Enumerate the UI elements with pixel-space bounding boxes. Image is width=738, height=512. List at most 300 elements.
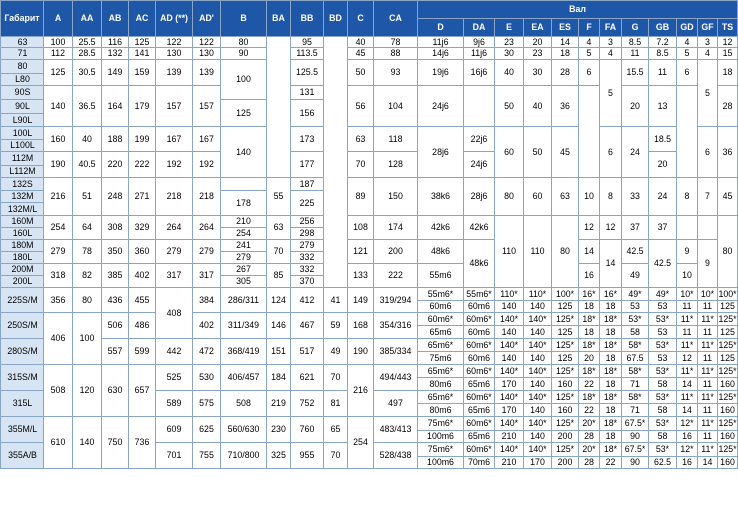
cell-g: 58* <box>622 365 649 378</box>
cell-ac: 402 <box>129 264 156 288</box>
header-ca: CA <box>374 1 418 37</box>
cell-frame: 225S/M <box>1 288 44 313</box>
cell-a: 610 <box>44 417 73 469</box>
cell-gf: 11 <box>698 431 718 443</box>
cell-frame: 315L <box>1 391 44 417</box>
cell-f: 18 <box>579 301 600 313</box>
cell-gf: 11* <box>698 443 718 457</box>
cell-gf: 10* <box>698 288 718 301</box>
cell-adp: 575 <box>193 391 221 417</box>
cell-ea: 140 <box>524 352 552 365</box>
cell-ca: 385/334 <box>374 339 418 365</box>
cell-gf: 11* <box>698 417 718 431</box>
cell-a: 112 <box>44 48 73 60</box>
cell-e: 210 <box>495 431 524 443</box>
cell-c: 40 <box>348 37 374 48</box>
cell-ts: 160 <box>718 431 738 443</box>
cell-ts: 125 <box>718 352 738 365</box>
cell-frame: 132M <box>1 191 44 203</box>
cell-e: 30 <box>495 48 524 60</box>
cell-bd: 65 <box>324 417 348 443</box>
cell-fa: 18 <box>600 326 622 339</box>
cell-ad: 701 <box>156 443 193 469</box>
cell-es: 125* <box>552 313 579 326</box>
cell-ba: 146 <box>267 313 291 339</box>
cell-ca: 88 <box>374 48 418 60</box>
cell-ac: 125 <box>129 37 156 48</box>
cell-e: 23 <box>495 37 524 48</box>
cell-es: 80 <box>552 216 579 288</box>
cell-da: 22j6 <box>464 127 495 152</box>
cell-ac: 455 <box>129 288 156 313</box>
cell-gb: 42.5 <box>649 240 677 288</box>
cell-f: 22 <box>579 378 600 391</box>
header-ad: AD (**) <box>156 1 193 37</box>
cell-d: 19j6 <box>418 60 464 86</box>
cell-adp: 530 <box>193 365 221 391</box>
cell-c: 56 <box>348 86 374 127</box>
cell-gb: 53 <box>649 352 677 365</box>
cell-es: 45 <box>552 127 579 178</box>
cell-ac: 271 <box>129 178 156 216</box>
cell-bb: 752 <box>291 391 324 417</box>
cell-ts: 125* <box>718 313 737 324</box>
cell-e: 140* <box>495 339 524 352</box>
cell-d: 65m6 <box>418 326 464 339</box>
cell-aa: 36.5 <box>73 86 102 127</box>
cell-ad: 192 <box>156 152 193 178</box>
cell-adp: 264 <box>193 216 221 240</box>
cell-da: 48k6 <box>464 240 495 288</box>
cell-a: 279 <box>44 240 73 264</box>
cell-ac: 179 <box>129 86 156 127</box>
cell-b: 210 <box>221 216 267 228</box>
cell-ts: 125 <box>718 326 738 339</box>
cell-ac: 657 <box>129 365 156 417</box>
cell-c: 70 <box>348 152 374 178</box>
cell-f: 4 <box>579 37 600 48</box>
cell-adp: 755 <box>193 443 221 469</box>
cell-bb: 760 <box>291 417 324 443</box>
cell-gb: 62.5 <box>649 457 677 469</box>
cell-f: 10 <box>579 178 600 216</box>
cell-e: 210 <box>495 457 524 469</box>
cell-bb: 412 <box>291 288 324 313</box>
cell-ac: 329 <box>129 216 156 240</box>
cell-g: 37 <box>622 216 649 240</box>
cell-bb: 125.5 <box>291 60 324 86</box>
cell-gf: 11 <box>698 404 718 417</box>
cell-g: 53* <box>622 313 649 326</box>
cell-frame: 250S/M <box>1 313 44 339</box>
cell-f: 6 <box>579 60 600 86</box>
cell-frame: 132S <box>1 178 44 191</box>
cell-bb: 156 <box>291 100 324 127</box>
cell-fa: 22 <box>600 457 622 469</box>
cell-da: 60m6* <box>464 391 495 404</box>
cell-ts: 125* <box>718 417 738 431</box>
cell-gf: 11* <box>698 391 718 404</box>
cell-ca: 104 <box>374 86 418 127</box>
cell-f: 5 <box>579 48 600 60</box>
cell-gd: 12* <box>677 417 698 431</box>
cell-e: 140* <box>495 313 524 326</box>
header-frame: Габарит <box>1 1 44 37</box>
cell-bb: 332 <box>291 252 324 264</box>
cell-d: 48k6 <box>418 240 464 264</box>
cell-b: 311/349 <box>221 313 267 339</box>
cell-e: 140* <box>495 443 524 457</box>
cell-aa: 40.5 <box>73 152 102 178</box>
cell-aa: 78 <box>73 240 102 264</box>
cell-e: 140 <box>495 301 524 313</box>
cell-gd <box>677 86 698 178</box>
cell-c: 121 <box>348 240 374 264</box>
cell-frame: 160M <box>1 216 44 228</box>
cell-fa: 3 <box>600 37 622 48</box>
header-gd: GD <box>677 19 698 37</box>
header-es: ES <box>552 19 579 37</box>
cell-fa: 5 <box>600 60 622 127</box>
cell-e: 80 <box>495 178 524 216</box>
cell-gb: 7.2 <box>649 37 677 48</box>
cell-es: 125* <box>552 339 579 352</box>
cell-ca: 78 <box>374 37 418 48</box>
cell-da: 42k6 <box>464 216 495 240</box>
cell-da: 24j6 <box>464 152 495 178</box>
cell-da: 60m6* <box>464 417 495 431</box>
cell-gb: 8.5 <box>649 48 677 60</box>
cell-g: 15.5 <box>622 60 649 86</box>
cell-ea: 140 <box>524 431 552 443</box>
cell-c: 190 <box>348 339 374 365</box>
cell-a: 406 <box>44 313 73 365</box>
cell-ab: 506 <box>102 313 129 339</box>
cell-f: 28 <box>579 457 600 469</box>
cell-c: 108 <box>348 216 374 240</box>
cell-fa: 12 <box>600 216 622 240</box>
cell-a: 140 <box>44 86 73 127</box>
cell-es: 125* <box>552 417 579 431</box>
cell-adp: 472 <box>193 339 221 365</box>
table-row <box>1 37 738 48</box>
cell-c: 168 <box>348 313 374 339</box>
header-da: DA <box>464 19 495 37</box>
cell-ea: 20 <box>524 37 552 48</box>
cell-gb: 18.5 <box>649 127 677 152</box>
cell-es: 63 <box>552 178 579 216</box>
cell-frame: 160L <box>1 228 44 240</box>
cell-b: 254 <box>221 228 267 240</box>
cell-b: 279 <box>221 252 267 264</box>
cell-ts: 125* <box>718 365 737 376</box>
cell-g: 58* <box>622 339 649 352</box>
cell-b: 406/457 <box>221 365 267 391</box>
cell-gd: 6 <box>677 60 698 86</box>
cell-da: 60m6 <box>464 301 495 313</box>
cell-gf: 11* <box>698 313 718 326</box>
cell-frame: 180M <box>1 240 44 252</box>
cell-gb: 20 <box>649 152 677 178</box>
cell-ts: 15 <box>718 48 738 60</box>
cell-da: 28j6 <box>464 178 495 216</box>
cell-ad: 139 <box>156 60 193 86</box>
cell-a: 100 <box>44 37 73 48</box>
cell-c: 149 <box>348 288 374 313</box>
table-row <box>1 48 738 60</box>
cell-f: 18* <box>579 365 600 378</box>
cell-gf: 11 <box>698 352 718 365</box>
cell-da: 16j6 <box>464 60 495 86</box>
cell-frame: 355A/B <box>1 443 44 469</box>
cell-g: 8.5 <box>622 37 649 48</box>
table-row <box>1 365 738 378</box>
header-ba: BA <box>267 1 291 37</box>
cell-d: 11j6 <box>418 37 464 48</box>
cell-d: 14j6 <box>418 48 464 60</box>
cell-gd: 11 <box>677 326 698 339</box>
cell-ba: 85 <box>267 264 291 288</box>
cell-ba: 124 <box>267 288 291 313</box>
cell-c: 133 <box>348 264 374 288</box>
cell-aa: 140 <box>73 417 102 469</box>
cell-ea: 60 <box>524 178 552 216</box>
cell-aa: 25.5 <box>73 37 102 48</box>
cell-g: 49* <box>622 288 649 301</box>
header-gf: GF <box>698 19 718 37</box>
cell-d: 80m6 <box>418 378 464 391</box>
cell-ca: 528/438 <box>374 443 418 469</box>
cell-ca: 128 <box>374 152 418 178</box>
cell-adp: 625 <box>193 417 221 443</box>
header-gb: GB <box>649 19 677 37</box>
cell-ca: 118 <box>374 127 418 152</box>
cell-a: 508 <box>44 365 73 417</box>
cell-e: 110 <box>495 216 524 288</box>
header-bd: BD <box>324 1 348 37</box>
cell-fa: 14 <box>600 240 622 288</box>
cell-gf: 4 <box>698 48 718 60</box>
cell-d: 75m6* <box>418 417 464 431</box>
cell-ts: 160 <box>718 457 738 469</box>
cell-g: 67.5 <box>622 352 649 365</box>
cell-ac: 360 <box>129 240 156 264</box>
cell-e: 50 <box>495 86 524 127</box>
cell-da: 65m6 <box>464 431 495 443</box>
cell-ad: 589 <box>156 391 193 417</box>
cell-a: 160 <box>44 127 73 152</box>
cell-gd: 4 <box>677 37 698 48</box>
cell-aa: 100 <box>73 313 102 365</box>
cell-g: 20 <box>622 86 649 127</box>
cell-frame: L90L <box>1 114 44 127</box>
cell-ab: 248 <box>102 178 129 216</box>
cell-d: 24j6 <box>418 86 464 127</box>
cell-bd: 70 <box>324 365 348 391</box>
cell-bb: 279 <box>291 240 324 252</box>
cell-gb: 58 <box>649 404 677 417</box>
cell-gd: 14 <box>677 378 698 391</box>
cell-f: 16* <box>579 288 600 301</box>
cell-ad: 408 <box>156 288 193 339</box>
cell-frame: 132M/L <box>1 203 44 216</box>
cell-es: 125 <box>552 326 579 339</box>
table-row <box>1 313 738 326</box>
cell-f: 18* <box>579 339 600 352</box>
cell-bb: 955 <box>291 443 324 469</box>
cell-da: 65m6 <box>464 404 495 417</box>
cell-gb: 53* <box>649 313 677 326</box>
table-row <box>1 127 738 140</box>
cell-b: 140 <box>221 127 267 178</box>
cell-ts: 125 <box>718 301 738 313</box>
cell-bb: 177 <box>291 152 324 178</box>
cell-bb: 256 <box>291 216 324 228</box>
cell-adp: 130 <box>193 48 221 60</box>
cell-frame: 200L <box>1 276 44 288</box>
cell-d: 100m6 <box>418 431 464 443</box>
cell-es: 125 <box>552 352 579 365</box>
cell-b: 90 <box>221 48 267 60</box>
cell-ab: 385 <box>102 264 129 288</box>
cell-c: 45 <box>348 48 374 60</box>
cell-a: 318 <box>44 264 73 288</box>
cell-gb: 53* <box>649 339 677 352</box>
cell-es: 125* <box>552 391 579 404</box>
cell-e: 140* <box>495 365 524 378</box>
table-row <box>1 178 738 191</box>
cell-d: 80m6 <box>418 404 464 417</box>
cell-gd: 11 <box>677 301 698 313</box>
cell-ea: 110* <box>524 288 552 301</box>
cell-g: 53 <box>622 301 649 313</box>
cell-bd: 59 <box>324 313 348 339</box>
cell-b: 286/311 <box>221 288 267 313</box>
cell-e: 170 <box>495 404 524 417</box>
cell-gf: 11 <box>698 326 718 339</box>
cell-b: 560/630 <box>221 417 267 443</box>
cell-frame: 200M <box>1 264 44 276</box>
cell-gd: 5 <box>677 48 698 60</box>
cell-frame: L112M <box>1 166 44 178</box>
cell-ts: 125* <box>718 339 737 350</box>
cell-adp: 218 <box>193 178 221 216</box>
cell-ea: 140 <box>524 404 552 417</box>
cell-gf: 11* <box>698 339 718 352</box>
cell-fa: 16* <box>600 288 622 301</box>
cell-ac: 159 <box>129 60 156 86</box>
cell-ts: 28 <box>718 86 738 127</box>
cell-fa: 6 <box>600 127 622 178</box>
cell-ca: 222 <box>374 264 418 288</box>
cell-frame: 112M <box>1 152 44 166</box>
cell-ca: 497 <box>374 391 418 417</box>
cell-da: 60m6* <box>464 313 495 326</box>
cell-ab: 308 <box>102 216 129 240</box>
table-row <box>1 288 738 301</box>
cell-c: 89 <box>348 178 374 216</box>
cell-bd <box>324 37 348 288</box>
cell-es: 160 <box>552 404 579 417</box>
cell-f: 16 <box>579 264 600 288</box>
cell-gf: 11* <box>698 365 718 378</box>
cell-ea: 140 <box>524 301 552 313</box>
cell-aa: 64 <box>73 216 102 240</box>
cell-ad: 525 <box>156 365 193 391</box>
cell-aa: 120 <box>73 365 102 417</box>
cell-gd: 10* <box>677 288 698 301</box>
cell-d: 28j6 <box>418 127 464 178</box>
cell-gd: 11* <box>677 313 698 326</box>
cell-aa: 40 <box>73 127 102 152</box>
cell-da: 60m6 <box>464 352 495 365</box>
cell-frame: L80 <box>1 74 44 86</box>
cell-b: 125 <box>221 100 267 127</box>
cell-ea: 170 <box>524 457 552 469</box>
cell-ad: 130 <box>156 48 193 60</box>
cell-f: 20* <box>579 417 600 431</box>
cell-adp: 139 <box>193 60 221 86</box>
cell-bb: 187 <box>291 178 324 191</box>
cell-d: 42k6 <box>418 216 464 240</box>
table-row <box>1 216 738 228</box>
cell-gf: 11 <box>698 301 718 313</box>
cell-fa: 18 <box>600 301 622 313</box>
cell-gd <box>677 216 698 240</box>
cell-d: 100m6 <box>418 457 464 469</box>
cell-frame: 63 <box>1 37 44 48</box>
header-ts: TS <box>718 19 738 37</box>
cell-adp: 167 <box>193 127 221 152</box>
cell-gd: 12 <box>677 352 698 365</box>
cell-gb: 37 <box>649 216 677 240</box>
cell-a: 125 <box>44 60 73 86</box>
cell-b: 267 <box>221 264 267 276</box>
cell-gb: 58 <box>649 431 677 443</box>
cell-ca: 93 <box>374 60 418 86</box>
cell-c: 63 <box>348 127 374 152</box>
cell-a: 190 <box>44 152 73 178</box>
cell-d: 55m6* <box>418 288 464 301</box>
cell-bb: 225 <box>291 191 324 216</box>
cell-frame: 280S/M <box>1 339 44 365</box>
cell-fa: 4 <box>600 48 622 60</box>
cell-fa: 18* <box>600 391 622 404</box>
cell-gd: 14 <box>677 404 698 417</box>
cell-gd: 10 <box>677 264 698 288</box>
cell-frame: 180L <box>1 252 44 264</box>
cell-g: 49 <box>622 264 649 288</box>
cell-ad: 157 <box>156 86 193 127</box>
cell-bd: 49 <box>324 339 348 365</box>
cell-aa: 80 <box>73 288 102 313</box>
cell-ts: 160 <box>718 404 738 417</box>
cell-b: 100 <box>221 60 267 100</box>
cell-adp: 279 <box>193 240 221 264</box>
cell-bd: 41 <box>324 288 348 313</box>
cell-gd: 9 <box>677 240 698 264</box>
cell-es: 14 <box>552 37 579 48</box>
cell-es: 28 <box>552 60 579 86</box>
cell-ab: 149 <box>102 60 129 86</box>
cell-ea: 140 <box>524 326 552 339</box>
table-row <box>1 264 738 276</box>
cell-fa: 18 <box>600 404 622 417</box>
cell-e: 140 <box>495 326 524 339</box>
cell-f: 22 <box>579 404 600 417</box>
cell-ba: 151 <box>267 339 291 365</box>
header-c: C <box>348 1 374 37</box>
